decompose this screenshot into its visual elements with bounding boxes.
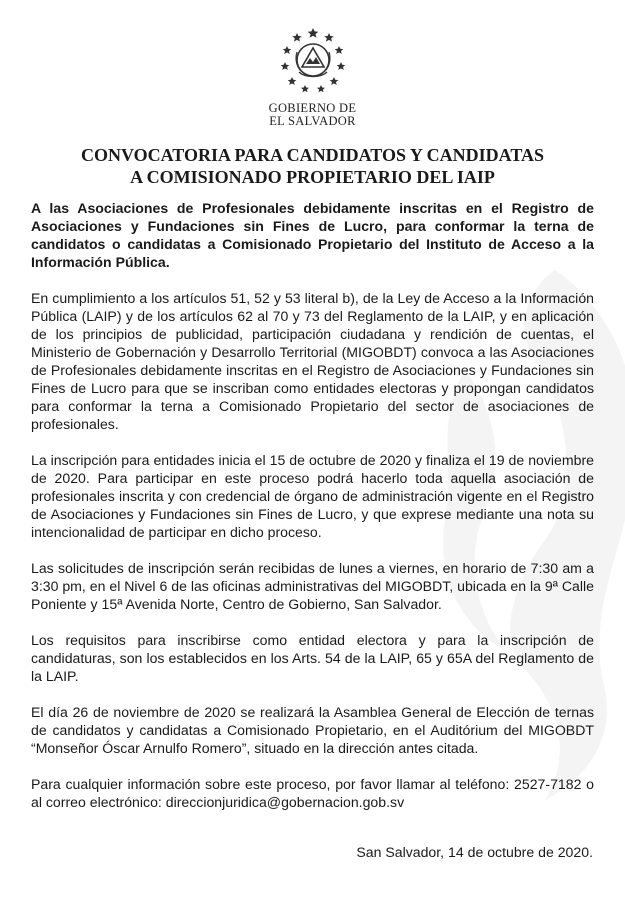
submission-schedule-paragraph: Las solicitudes de inscripción serán recibidas de lunes a viernes, en horario de 7:30 am a 3:30 pm, en el Nivel 6 de las oficinas administrativas del MIGOBDT, ubicada en la 9ª Calle Poniente y 15ª Avenida Norte, Centro de Gobierno, San Salvador.	[31, 560, 594, 612]
place-date-signoff: San Salvador, 14 de octubre de 2020.	[356, 844, 593, 860]
header	[0, 22, 625, 128]
assembly-paragraph: El día 26 de noviembre de 2020 se realizará la Asamblea General de Elección de ternas de candidatos y candidatas a Comisionado Propietario, en el Auditórium del MIGOBDT “Monseñor Óscar Arnulfo Romero”, situado en la dirección antes citada.	[31, 704, 594, 756]
coat-of-arms-seal	[277, 22, 349, 94]
government-name-line1: GOBIERNO DE	[268, 101, 357, 115]
requirements-paragraph: Los requisitos para inscribirse como entidad electora y para la inscripción de candidaturas, son los establecidos en los Arts. 54 de la LAIP, 65 y 65A del Reglamento de la LAIP.	[31, 632, 594, 684]
legal-basis-paragraph: En cumplimiento a los artículos 51, 52 y 53 literal b), de la Ley de Acceso a la Información Pública (LAIP) y de los artículos 62 al 70 y 73 del Reglamento de la LAIP, y en aplicación de los principios de publicidad, participación ciudadana y rendición de cuentas, el Ministerio de Gobernación y Desarrollo Territorial (MIGOBDT) convoca a las Asociaciones de Profesionales debidamente inscritas en el Registro de Asociaciones y Fundaciones sin Fines de Lucro para que se inscriban como entidades electoras y propongan candidatos para conformar la terna a Comisionado Propietario del sector de asociaciones de profesionales.	[31, 290, 594, 432]
government-name-line2: EL SALVADOR	[269, 114, 356, 128]
registration-dates-paragraph: La inscripción para entidades inicia el 15 de octubre de 2020 y finaliza el 19 de noviembre de 2020. Para participar en este proceso podrá hacerlo toda aquella asociación de profesionales inscrita y con credencial de órgano de administración vigente en el Registro de Asociaciones y Fundaciones sin Fines de Lucro, y que exprese mediante una nota su intencionalidad de participar en dicho proceso.	[31, 452, 594, 540]
document-title	[0, 144, 625, 188]
document-body	[31, 199, 594, 829]
title-line2: A COMISIONADO PROPIETARIO DEL IAIP	[130, 167, 495, 187]
title-line1: CONVOCATORIA PARA CANDIDATOS Y CANDIDATAS	[80, 145, 545, 165]
contact-paragraph: Para cualquier información sobre este proceso, por favor llamar al teléfono: 2527-7182 o al correo electrónico: direccionjuridica@gobernacion.gob.sv	[31, 776, 594, 810]
intro-paragraph: A las Asociaciones de Profesionales debidamente inscritas en el Registro de Asociaciones y Fundaciones sin Fines de Lucro, para conformar la terna de candidatos o candidatas a Comisionado Propietario del Instituto de Acceso a la Información Pública.	[31, 200, 594, 270]
government-name	[0, 102, 625, 128]
